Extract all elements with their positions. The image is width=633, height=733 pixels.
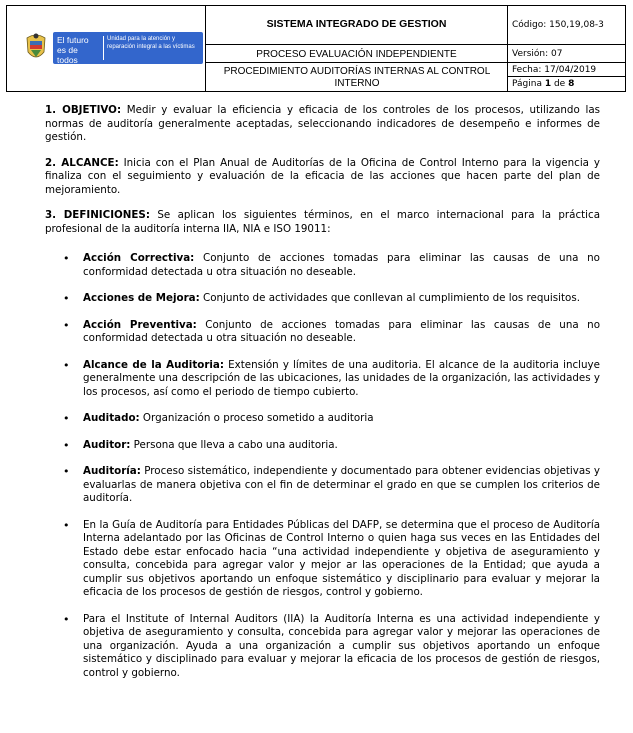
logo-sub-text: Unidad para la atención y reparación integral a las víctimas [107, 36, 195, 50]
page-field: Página 1 de 8 [512, 79, 575, 89]
logo-banner [53, 32, 203, 64]
coat-of-arms-icon [23, 32, 49, 64]
definition-item: • Acción Correctiva: Conjunto de acciones tomadas para eliminar las causas de una no conformidad detectada u otra situación no deseable. [45, 252, 600, 279]
section-alcance: 2. ALCANCE: Inicia con el Plan Anual de Auditorías de la Oficina de Control Interno para la vigencia y finaliza con el seguimiento y evaluación de la eficacia de las acciones que hacen parte del plan de mejoramiento. [45, 156, 600, 196]
definition-item: • Auditor: Persona que lleva a cabo una auditoria. [45, 439, 600, 453]
document-body [45, 104, 600, 693]
definiciones-title: 3. DEFINICIONES: [45, 209, 150, 221]
paragraph-item: • En la Guía de Auditoría para Entidades Públicas del DAFP, se determina que el proceso de Auditoría Interna adelantado por las Oficinas de Control Interno o quien haga sus veces en las Entidades del Estado debe estar enfocado hacia “una actividad independiente y objetiva de aseguramiento y consulta, concebida para agregar valor y mejor ar las operaciones de la Entidad; que ayuda a cumplir sus objetivos aportando un enfoque sistemático y disciplinario para evaluar y mejorar la eficacia de los procesos de gestión de riesgos, control y gobierno. [45, 519, 600, 600]
definition-item: • Acción Preventiva: Conjunto de acciones tomadas para eliminar las causas de una no conformidad detectada u otra situación no deseable. [45, 319, 600, 346]
definition-item: • Auditado: Organización o proceso sometido a auditoria [45, 412, 600, 426]
objetivo-title: 1. OBJETIVO: [45, 104, 122, 116]
system-title: SISTEMA INTEGRADO DE GESTION [266, 18, 447, 30]
definition-item: • Auditoría: Proceso sistemático, independiente y documentado para obtener evidencias objetivas y evaluarlas de manera objetiva con el fin de determinar el grado en que se cumplen los criterios de auditoría. [45, 465, 600, 506]
document-header [6, 5, 626, 92]
process-name: PROCESO EVALUACIÓN INDEPENDIENTE [256, 49, 457, 60]
version-field: Versión: 07 [512, 49, 563, 59]
logo [23, 30, 193, 76]
section-objetivo: 1. OBJETIVO: Medir y evaluar la eficiencia y eficacia de los controles de los procesos, utilizando las normas de auditoría generalmente aceptadas, seleccionando indicadores de desempeño e informes de gestión. [45, 104, 600, 143]
paragraph-item: • Para el Institute of Internal Auditors (IIA) la Auditoría Interna es una actividad independiente y objetiva de aseguramiento y consulta, concebida para agregar valor y mejorar las operaciones de una organización. Ayuda a una organización a cumplir sus objetivos aportando un enfoque sistemático y disciplinado para evaluar y mejorar la eficacia de los procesos de gestión de riesgos, control y gobierno. [45, 613, 600, 681]
logo-main-text: El futuro es de todos [57, 35, 89, 65]
definition-item: • Acciones de Mejora: Conjunto de actividades que conllevan al cumplimiento de los requisitos. [45, 292, 600, 306]
section-definiciones: 3. DEFINICIONES: Se aplican los siguientes términos, en el marco internacional para la práctica profesional de la auditoría interna IIA, NIA e ISO 19011: [45, 209, 601, 235]
code-field: Código: 150,19,08-3 [512, 20, 604, 30]
definition-item: • Alcance de la Auditoria: Extensión y límites de una auditoria. El alcance de la auditoria incluye generalmente una descripción de las ubicaciones, las unidades de la organización, las actividades y los procesos, así como el periodo de tiempo cubierto. [45, 359, 600, 400]
date-field: Fecha: 17/04/2019 [512, 65, 597, 75]
procedure-name: PROCEDIMIENTO AUDITORÍAS INTERNAS AL CONTROL INTERNO [223, 66, 491, 89]
definitions-list [45, 252, 600, 680]
alcance-title: 2. ALCANCE: [45, 156, 119, 169]
